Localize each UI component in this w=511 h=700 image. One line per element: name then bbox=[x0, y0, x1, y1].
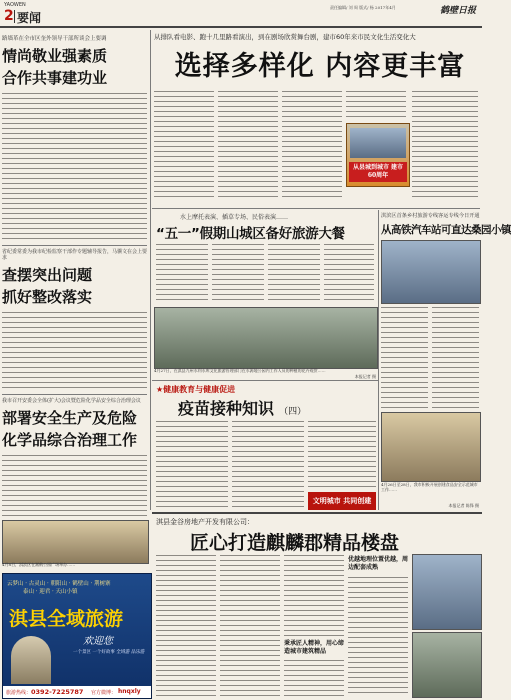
realestate-body-col4 bbox=[348, 576, 408, 696]
masthead-rule bbox=[0, 26, 482, 28]
mayday-body-col4 bbox=[324, 243, 374, 303]
column-divider-right bbox=[378, 210, 379, 510]
ad-hotline-number: 0392-7225787 bbox=[31, 688, 84, 696]
construction-photo bbox=[412, 632, 482, 698]
mayday-body-col1 bbox=[156, 243, 208, 303]
bus-headline: 从高铁汽车站可直达桑园小镇 bbox=[381, 224, 511, 236]
realestate-headline: 匠心打造麒麟郡精品楼盘 bbox=[190, 532, 400, 554]
left-column bbox=[2, 30, 147, 550]
ad-statue-figure bbox=[11, 636, 51, 684]
masthead bbox=[0, 0, 482, 28]
civilized-city-text: 文明城市 共同创建 bbox=[312, 496, 372, 505]
bus-body-col2 bbox=[432, 306, 479, 408]
anniversary-banner bbox=[346, 123, 410, 187]
tourism-ad bbox=[2, 573, 152, 699]
realestate-kicker: 淇县金谷房地产开发有限公司： bbox=[156, 518, 254, 526]
article2-headline-1: 查摆突出问题 bbox=[2, 266, 93, 284]
bus-body-col1 bbox=[381, 306, 428, 408]
paper-name: 鹤壁日报 bbox=[440, 6, 477, 16]
culture-body-col1 bbox=[154, 90, 214, 200]
page-number: 2 bbox=[4, 8, 14, 24]
health-headline-wrap bbox=[178, 396, 358, 416]
article3-kicker: 我市召开安委会全体(扩大)会议暨危险化学品安全综合治理会议 bbox=[2, 398, 141, 404]
health-body-col1 bbox=[156, 420, 228, 510]
realestate-subhead-1: 优越地理位置优越，周边配套成熟 bbox=[348, 556, 409, 571]
realestate-body-col1 bbox=[156, 554, 216, 696]
article3-headline-1: 部署安全生产及危险 bbox=[2, 409, 138, 427]
health-section-label: ★健康教育与健康促进 bbox=[156, 385, 236, 394]
culture-body-col5 bbox=[412, 90, 478, 200]
article2-headline-2: 抓好整改落实 bbox=[2, 288, 93, 306]
ad-attractions: 一个景区 一个好故事 全域游 品乐游 bbox=[73, 650, 145, 655]
health-headline: 疫苗接种知识 bbox=[178, 399, 275, 418]
mayday-kicker: 水上摩托表演、插草专场、民俗表演…… bbox=[180, 214, 289, 221]
editor-info: 责任编辑/ 刘 周 版式/ 杨 2017年4月 bbox=[330, 5, 396, 10]
food-safety-photo bbox=[381, 412, 481, 482]
bus-kicker: 淇滨区首条乡村旅游专线客运专线今日开通 bbox=[381, 213, 480, 219]
mayday-body-col2 bbox=[212, 243, 264, 303]
article2-kicker: 省纪委常委为我市纪检监察干部作专题辅导报告，马骥文在会上要求 bbox=[2, 249, 148, 261]
realestate-subhead-2: 秉承匠人精神，用心缔造城市建筑精品 bbox=[284, 640, 345, 655]
banner-city-photo bbox=[350, 128, 406, 158]
bottom-divider bbox=[152, 512, 482, 514]
building-photo bbox=[412, 554, 482, 630]
anniversary-banner-text: 从县城到城市 建市60周年 bbox=[349, 162, 407, 182]
article3-headline-2: 化学品综合治理工作 bbox=[2, 431, 138, 449]
column-divider-left bbox=[150, 30, 151, 510]
ad-contact-bar bbox=[3, 686, 151, 698]
tree-planting-photo bbox=[154, 307, 378, 369]
mayday-photo-credit: 本报记者 摄 bbox=[354, 374, 376, 379]
mayday-body-col3 bbox=[268, 243, 320, 303]
culture-headline: 选择多样化 内容更丰富 bbox=[174, 51, 466, 82]
left-divider-1 bbox=[2, 245, 147, 246]
bus-photo-credit: 本报记者 陈锋 摄 bbox=[448, 503, 479, 508]
masthead-divider bbox=[14, 10, 15, 23]
article1-kicker: 路墙革在全市区奎外领导干部所谈会上要调 bbox=[2, 36, 107, 42]
dragon-dance-photo bbox=[2, 520, 149, 564]
ad-weibo-label: 官方微博： bbox=[91, 690, 117, 696]
ad-welcome: 欢迎您 bbox=[83, 636, 113, 647]
ad-sub-line: 泰山 · 迎君 · 天山小镇 bbox=[23, 589, 78, 595]
realestate-body-col2 bbox=[220, 554, 280, 696]
left-divider-2 bbox=[2, 394, 147, 395]
article1-body bbox=[2, 92, 147, 242]
dragon-photo-caption: 4月8日，淇滨区在湘鹤公园广场举办…… bbox=[2, 562, 76, 567]
health-divider bbox=[152, 380, 378, 381]
mayday-photo-caption: 4月27日，在淇县九州水利水库文化旅游管理部门在水源地公园内工作人员的种植的花卉观赏…… bbox=[154, 368, 326, 373]
ad-hotline-label: 旅游热线： bbox=[6, 690, 32, 696]
culture-body-col3 bbox=[282, 90, 342, 200]
center-divider bbox=[152, 208, 480, 209]
bus-photo-caption: 4月26日至28日，我市积极开展创建食品安全示范城市工作…… bbox=[381, 482, 478, 492]
ad-weibo-handle: hnqxly bbox=[118, 688, 141, 695]
health-body-col2 bbox=[232, 420, 304, 510]
article1-headline-2: 合作共事建功业 bbox=[2, 69, 108, 87]
mayday-headline: “五一”假期山城区备好旅游大餐 bbox=[156, 226, 345, 242]
bus-station-photo bbox=[381, 240, 481, 304]
ad-top-line: 云梦山 · 古灵山 · 朝阳山 · 鹤壁山 · 荆树寨 bbox=[7, 581, 111, 587]
section-en-label: YAOWEN bbox=[4, 2, 26, 8]
culture-kicker: 从排队看电影、跑十几里路看演出，到在剧场欣赏舞台剧，建市60年来市民文化生活变化大 bbox=[154, 33, 416, 41]
article1-headline-1: 情尚敬业强素质 bbox=[2, 47, 108, 65]
article2-body bbox=[2, 311, 147, 391]
health-headline-number: （四） bbox=[279, 407, 307, 417]
realestate-body-col3 bbox=[284, 554, 344, 696]
culture-body-col2 bbox=[218, 90, 278, 200]
civilized-city-banner bbox=[308, 492, 376, 510]
ad-title: 淇县全域旅游 bbox=[9, 608, 124, 630]
health-body-col3 bbox=[308, 420, 376, 490]
culture-body-col4 bbox=[346, 90, 406, 120]
section-title: 要闻 bbox=[17, 11, 42, 25]
